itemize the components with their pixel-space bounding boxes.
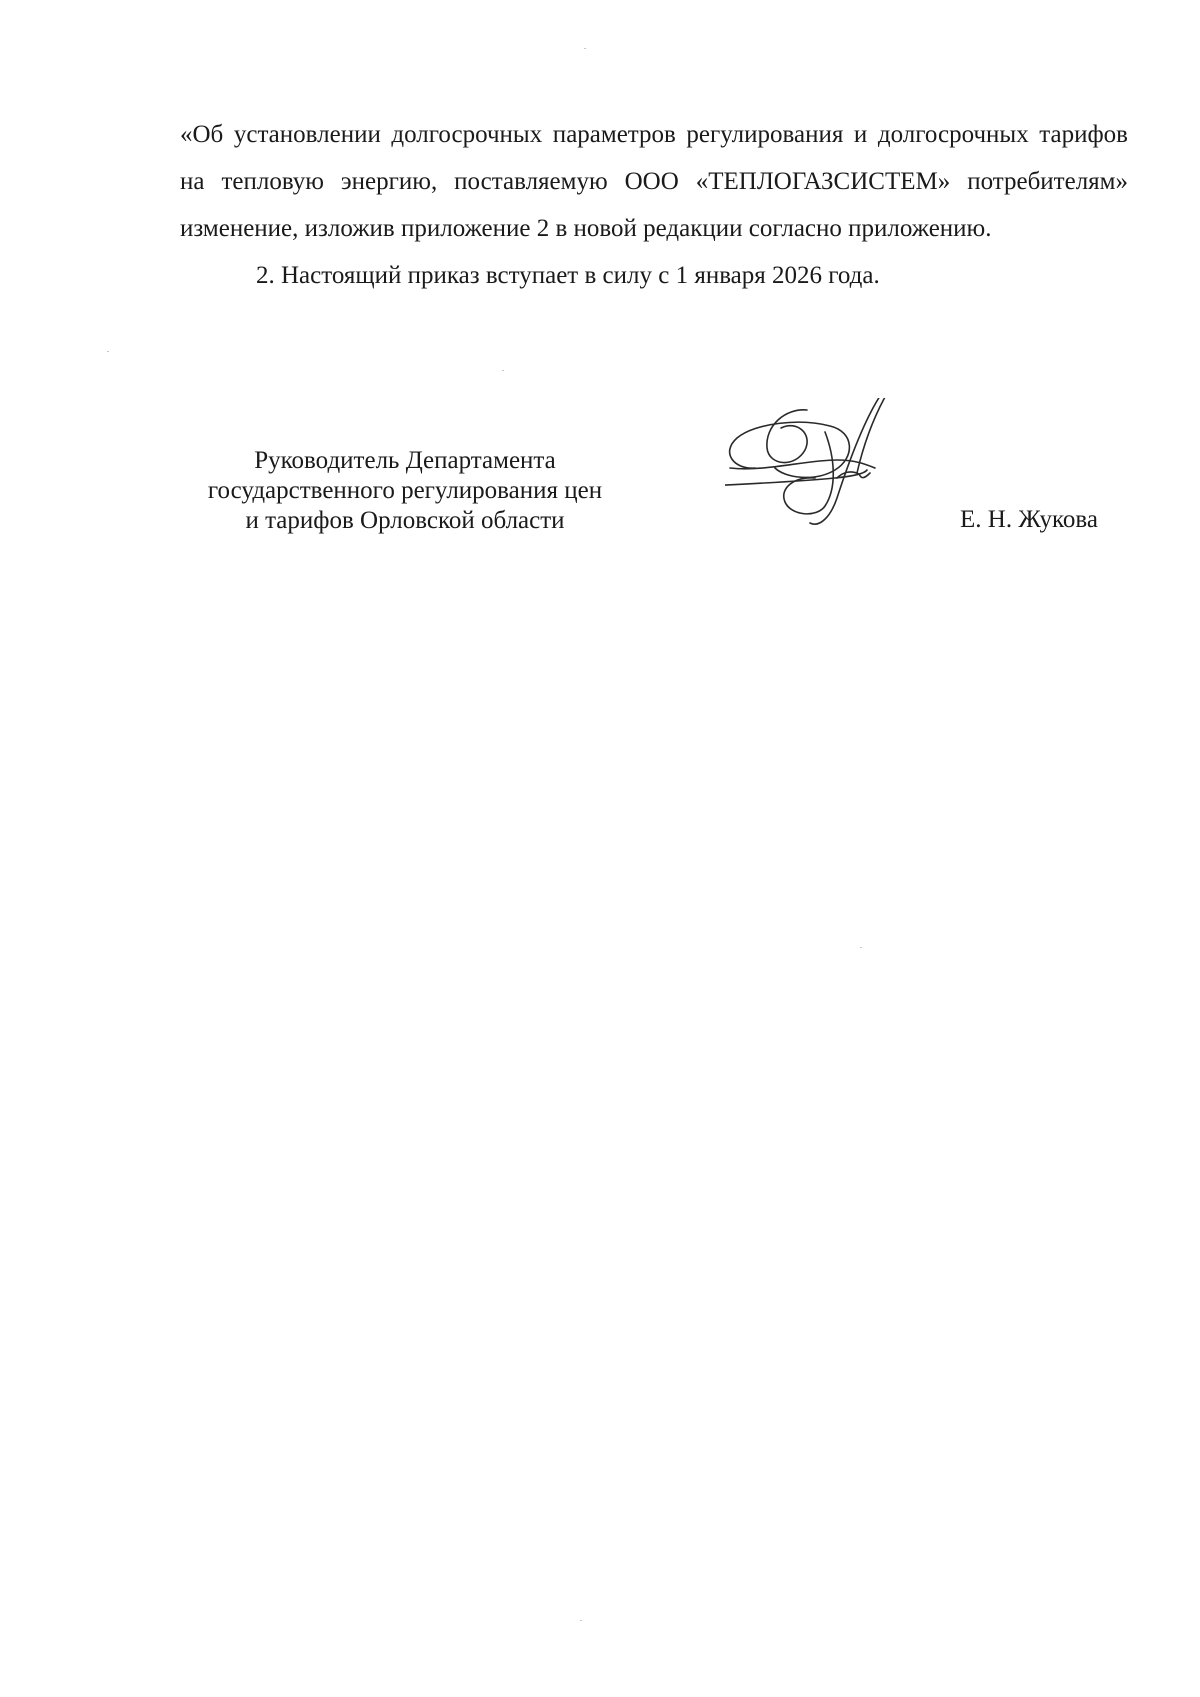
signatory-position-line: и тарифов Орловской области xyxy=(245,507,565,534)
document-body xyxy=(180,111,1128,299)
scan-speck xyxy=(502,370,504,371)
signatory-position-line: государственного регулирования цен xyxy=(207,477,603,504)
scan-speck xyxy=(860,947,862,948)
signer-name: Е. Н. Жукова xyxy=(960,506,1098,533)
scan-speck xyxy=(584,48,586,49)
paragraph-effective-date: 2. Настоящий приказ вступает в силу с 1 января 2026 года. xyxy=(256,262,880,289)
signatory-position-line: Руководитель Департамента xyxy=(254,447,556,474)
signatory-position xyxy=(170,446,640,536)
paragraph-amendment: «Об установлении долгосрочных параметров регулирования и долгосрочных тарифов на тепловую энергию, поставляемую ООО «ТЕПЛОГАЗСИСТЕМ» потребителям» изменение, изложив приложение 2 в новой редакции согласно приложению. xyxy=(180,121,1128,242)
scan-speck xyxy=(580,1620,582,1621)
handwritten-signature-icon xyxy=(725,398,945,568)
scan-speck xyxy=(107,351,109,352)
